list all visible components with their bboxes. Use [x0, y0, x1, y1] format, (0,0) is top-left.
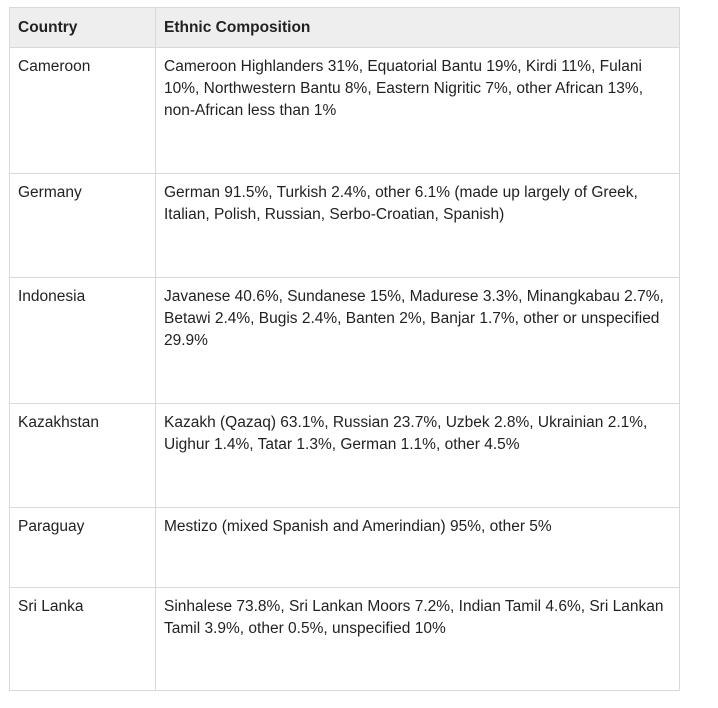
ethnic-composition-cell: German 91.5%, Turkish 2.4%, other 6.1% (made up largely of Greek, Italian, Polish, Russian, Serbo-Croatian, Spanish) — [156, 174, 680, 278]
header-ethnic-composition: Ethnic Composition — [156, 8, 680, 48]
country-cell: Germany — [10, 174, 156, 278]
country-cell: Indonesia — [10, 278, 156, 404]
table-header — [10, 8, 680, 48]
table-row — [10, 48, 680, 174]
ethnic-composition-cell: Sinhalese 73.8%, Sri Lankan Moors 7.2%, Indian Tamil 4.6%, Sri Lankan Tamil 3.9%, other 0.5%, unspecified 10% — [156, 588, 680, 691]
ethnic-composition-cell: Javanese 40.6%, Sundanese 15%, Madurese 3.3%, Minangkabau 2.7%, Betawi 2.4%, Bugis 2.4%, Banten 2%, Banjar 1.7%, other or unspecified 29.9% — [156, 278, 680, 404]
table-row — [10, 404, 680, 508]
table-body — [10, 48, 680, 691]
country-cell: Cameroon — [10, 48, 156, 174]
ethnic-composition-cell: Kazakh (Qazaq) 63.1%, Russian 23.7%, Uzbek 2.8%, Ukrainian 2.1%, Uighur 1.4%, Tatar 1.3%, German 1.1%, other 4.5% — [156, 404, 680, 508]
header-row — [10, 8, 680, 48]
ethnic-composition-cell: Mestizo (mixed Spanish and Amerindian) 95%, other 5% — [156, 508, 680, 588]
table-row — [10, 174, 680, 278]
country-cell: Kazakhstan — [10, 404, 156, 508]
country-cell: Sri Lanka — [10, 588, 156, 691]
table-row — [10, 508, 680, 588]
ethnic-composition-table — [9, 7, 680, 691]
table-row — [10, 278, 680, 404]
table-row — [10, 588, 680, 691]
country-cell: Paraguay — [10, 508, 156, 588]
ethnic-composition-cell: Cameroon Highlanders 31%, Equatorial Bantu 19%, Kirdi 11%, Fulani 10%, Northwestern Bantu 8%, Eastern Nigritic 7%, other African 13%, non-African less than 1% — [156, 48, 680, 174]
header-country: Country — [10, 8, 156, 48]
